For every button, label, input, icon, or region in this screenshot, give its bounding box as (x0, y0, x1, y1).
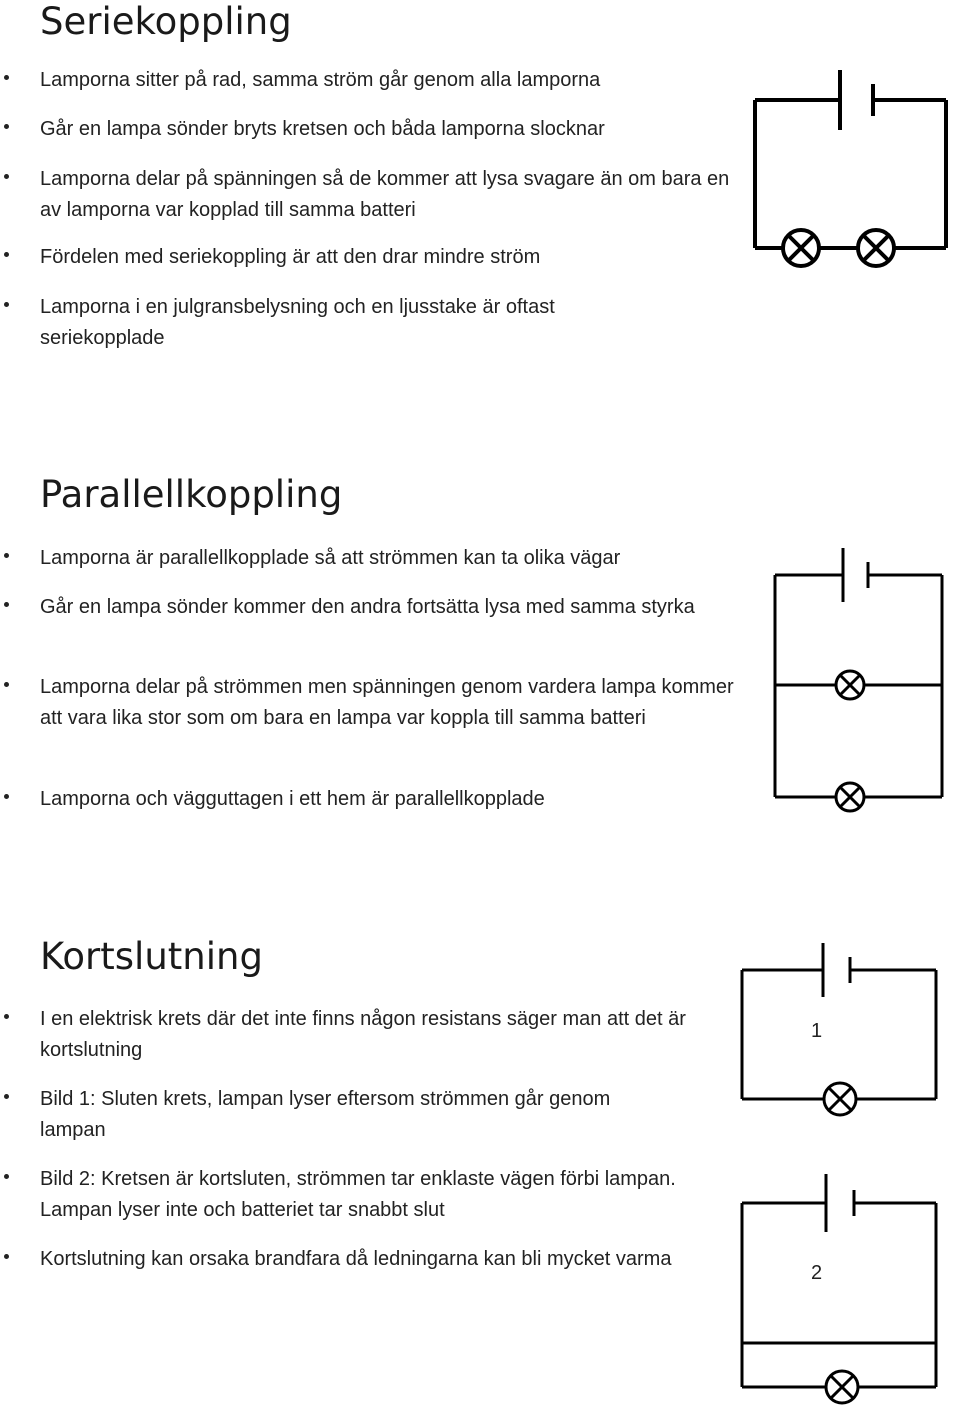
circuit-label-1: 1 (811, 1020, 823, 1042)
lamp-icon (836, 783, 864, 811)
bullet-icon (4, 794, 9, 799)
lamp-icon (836, 671, 864, 699)
heading-parallellkoppling: Parallellkoppling (40, 473, 343, 516)
lamp-icon (826, 1371, 858, 1403)
bullet-icon (4, 553, 9, 558)
bullet-icon (4, 1254, 9, 1259)
lamp-icon (783, 230, 819, 266)
circuit-label-2: 2 (811, 1262, 823, 1284)
bullet-icon (4, 75, 9, 80)
series-circuit-diagram (740, 60, 960, 275)
parallel-circuit-diagram (760, 540, 960, 820)
short-circuit-diagram-1 (730, 935, 960, 1135)
bullet-icon (4, 1094, 9, 1099)
bullet-icon (4, 124, 9, 129)
bullet-icon (4, 174, 9, 179)
short-circuit-diagram-2 (730, 1168, 960, 1413)
bullet-icon (4, 252, 9, 257)
bullet-icon (4, 1014, 9, 1019)
bullet-icon (4, 682, 9, 687)
lamp-icon (824, 1083, 856, 1115)
heading-seriekoppling: Seriekoppling (40, 0, 292, 43)
bullet-icon (4, 302, 9, 307)
bullet-icon (4, 602, 9, 607)
bullet-icon (4, 1174, 9, 1179)
heading-kortslutning: Kortslutning (40, 935, 263, 978)
lamp-icon (858, 230, 894, 266)
